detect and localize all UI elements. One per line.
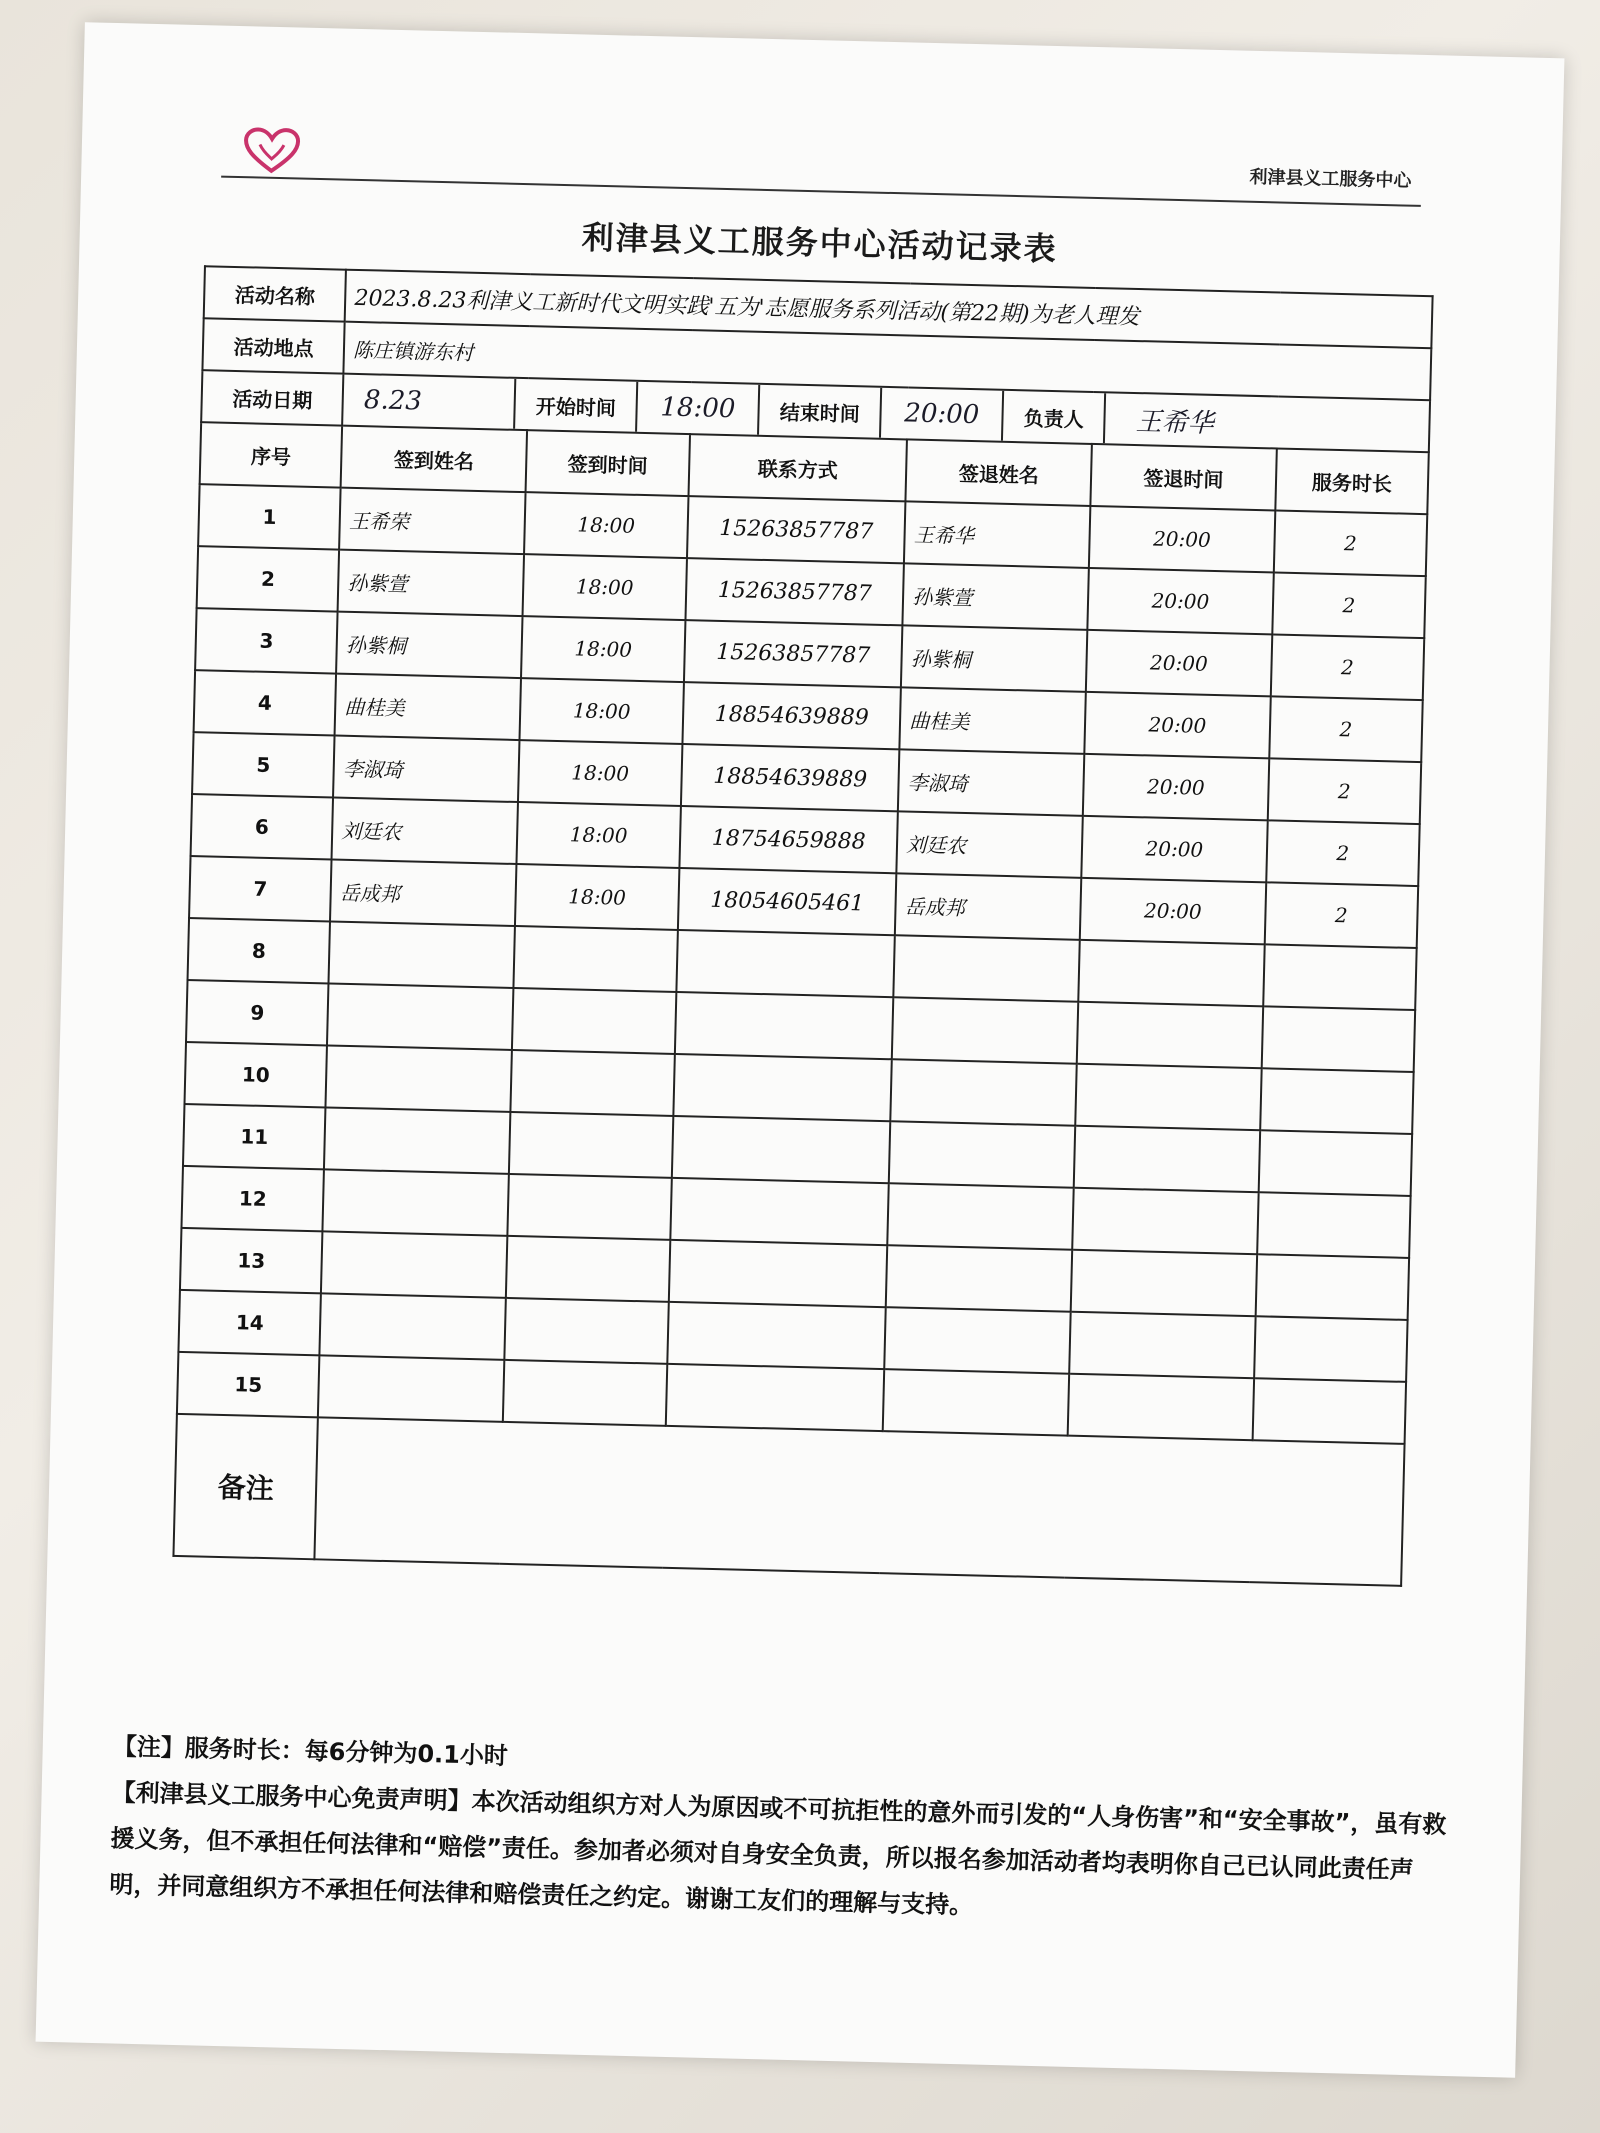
seq-cell: 7	[189, 856, 332, 921]
contact-cell	[673, 1054, 892, 1121]
service-hours-cell	[1261, 1006, 1415, 1072]
org-header: 利津县义工服务中心	[1249, 166, 1412, 192]
column-header: 服务时长	[1275, 448, 1429, 514]
date-label: 活动日期	[201, 370, 343, 425]
disclaimer: 【利津县义工服务中心免责声明】本次活动组织方对人为原因或不可抗拒性的意外而引发的“人身伤害”和“安全事故”，虽有救援义务，但不承担任何法律和“赔偿”责任。参加者必须对自身安全负责，所以报名参加活动者均表明你自己已认同此责任声明，并同意组织方不承担任何法律和赔偿责任之约定。谢谢工友们的理解与支持。	[109, 1778, 1447, 1920]
contact-cell: 18854639889	[682, 682, 901, 749]
sign-in-time-cell: 18:00	[522, 554, 686, 620]
sign-in-name-cell: 孙紫桐	[336, 612, 522, 678]
sign-out-name-cell	[891, 1059, 1077, 1125]
service-hours-cell	[1252, 1378, 1406, 1444]
sign-out-name-cell	[894, 935, 1080, 1001]
remark-label: 备注	[173, 1414, 318, 1559]
sign-out-name-cell	[892, 997, 1078, 1063]
sign-in-name-cell	[320, 1293, 506, 1359]
contact-cell	[676, 930, 895, 997]
contact-cell: 15263857787	[687, 496, 906, 563]
page-title: 利津县义工服务中心活动记录表	[581, 218, 1059, 269]
seq-cell: 8	[188, 918, 331, 983]
sign-out-name-cell: 王希华	[904, 501, 1090, 567]
service-hours-cell	[1263, 944, 1417, 1010]
sign-out-name-cell	[888, 1183, 1074, 1249]
sign-out-time-cell	[1072, 1188, 1258, 1254]
contact-cell	[670, 1178, 889, 1245]
service-hours-cell	[1258, 1130, 1412, 1196]
seq-cell: 2	[197, 546, 340, 611]
sign-in-time-cell: 18:00	[521, 616, 685, 682]
seq-cell: 6	[191, 794, 334, 859]
start-time-value: 18:00	[637, 382, 760, 435]
sign-out-time-cell	[1068, 1374, 1254, 1440]
sign-in-time-cell	[504, 1298, 668, 1364]
end-time-label: 结束时间	[759, 385, 882, 438]
column-header: 签到姓名	[341, 426, 527, 492]
sign-out-name-cell: 曲桂美	[900, 687, 1086, 753]
header-rule	[221, 176, 1421, 207]
sign-in-name-cell	[318, 1355, 504, 1421]
sign-in-name-cell	[323, 1169, 509, 1235]
heart-logo-icon	[241, 126, 302, 177]
activity-record-sheet	[36, 22, 1565, 2078]
sign-in-time-cell: 18:00	[524, 492, 688, 558]
seq-cell: 9	[186, 980, 329, 1045]
remark-row	[173, 1414, 1404, 1586]
sign-out-time-cell: 20:00	[1087, 568, 1273, 634]
sign-out-time-cell: 20:00	[1080, 878, 1266, 944]
sign-in-time-cell	[506, 1236, 670, 1302]
activity-name-label: 活动名称	[204, 266, 346, 321]
column-header: 签退姓名	[906, 439, 1092, 505]
sign-out-time-cell	[1069, 1312, 1255, 1378]
sign-out-time-cell: 20:00	[1083, 754, 1269, 820]
seq-cell: 4	[194, 670, 337, 735]
seq-cell: 3	[195, 608, 338, 673]
sign-in-name-cell: 刘廷农	[332, 798, 518, 864]
service-hours-cell: 2	[1274, 510, 1428, 576]
leader-label: 负责人	[1003, 391, 1106, 443]
sign-out-time-cell	[1074, 1126, 1260, 1192]
notes	[109, 1723, 1453, 1940]
leader-value: 王希华	[1135, 406, 1215, 439]
sign-in-name-cell: 孙紫萱	[338, 550, 524, 616]
contact-cell: 18754659888	[679, 806, 898, 873]
record-rows	[177, 484, 1427, 1444]
location-label: 活动地点	[202, 318, 344, 373]
seq-cell: 15	[177, 1352, 320, 1417]
sign-in-name-cell	[326, 1045, 512, 1111]
sign-out-time-cell: 20:00	[1081, 816, 1267, 882]
contact-cell	[672, 1116, 891, 1183]
sign-out-name-cell	[889, 1121, 1075, 1187]
sign-in-time-cell: 18:00	[519, 678, 683, 744]
sign-out-name-cell: 孙紫萱	[903, 563, 1089, 629]
service-hours-cell	[1260, 1068, 1414, 1134]
service-hours-cell: 2	[1267, 758, 1421, 824]
service-hours-cell: 2	[1264, 882, 1418, 948]
sign-in-name-cell: 李淑琦	[333, 736, 519, 802]
sign-in-time-cell	[513, 926, 677, 992]
sign-in-name-cell: 王希荣	[339, 488, 525, 554]
remark-value	[315, 1417, 1405, 1586]
column-header: 联系方式	[688, 434, 907, 501]
start-time-label: 开始时间	[515, 379, 638, 432]
seq-cell: 1	[198, 484, 341, 549]
column-header: 序号	[200, 422, 343, 487]
sign-in-name-cell	[321, 1231, 507, 1297]
sign-out-name-cell: 刘廷农	[897, 811, 1083, 877]
sign-out-name-cell	[883, 1369, 1069, 1435]
record-table	[172, 265, 1433, 1587]
sign-out-time-cell	[1075, 1064, 1261, 1130]
location-value: 陈庄镇游东村	[344, 322, 1432, 401]
service-hours-cell: 2	[1266, 820, 1420, 886]
seq-cell: 12	[181, 1166, 324, 1231]
contact-cell	[666, 1364, 885, 1431]
service-hours-note: 【注】服务时长：每6分钟为0.1小时	[112, 1732, 509, 1771]
sign-in-time-cell: 18:00	[515, 864, 679, 930]
contact-cell	[669, 1240, 888, 1307]
sign-in-time-cell: 18:00	[518, 740, 682, 806]
sign-out-name-cell: 孙紫桐	[901, 625, 1087, 691]
contact-cell: 15263857787	[684, 620, 903, 687]
sign-out-name-cell	[886, 1245, 1072, 1311]
contact-cell	[667, 1302, 886, 1369]
service-hours-cell: 2	[1269, 696, 1423, 762]
service-hours-cell	[1254, 1316, 1408, 1382]
column-header: 签退时间	[1090, 444, 1276, 510]
sign-out-time-cell	[1071, 1250, 1257, 1316]
contact-cell: 15263857787	[685, 558, 904, 625]
seq-cell: 13	[180, 1228, 323, 1293]
sign-out-time-cell	[1078, 940, 1264, 1006]
seq-cell: 5	[192, 732, 335, 797]
sign-in-time-cell	[512, 988, 676, 1054]
activity-name-value: 2023.8.23利津义工新时代文明实践'五为'志愿服务系列活动(第22期)为老人理发	[345, 270, 1433, 349]
seq-cell: 11	[183, 1104, 326, 1169]
sign-out-time-cell	[1077, 1002, 1263, 1068]
sign-out-name-cell	[885, 1307, 1071, 1373]
service-hours-cell: 2	[1272, 572, 1426, 638]
contact-cell: 18854639889	[681, 744, 900, 811]
sign-in-name-cell: 曲桂美	[335, 674, 521, 740]
column-header: 签到时间	[526, 430, 690, 496]
end-time-value: 20:00	[881, 388, 1004, 441]
sign-in-time-cell	[503, 1360, 667, 1426]
sign-out-time-cell: 20:00	[1084, 692, 1270, 758]
service-hours-cell	[1257, 1192, 1411, 1258]
date-value: 8.23	[343, 375, 516, 429]
service-hours-cell	[1255, 1254, 1409, 1320]
sign-in-time-cell	[509, 1112, 673, 1178]
contact-cell: 18054605461	[678, 868, 897, 935]
sign-in-time-cell	[507, 1174, 671, 1240]
service-hours-cell: 2	[1270, 634, 1424, 700]
sign-in-name-cell	[329, 921, 515, 987]
sign-in-name-cell	[327, 983, 513, 1049]
seq-cell: 10	[184, 1042, 327, 1107]
sign-in-name-cell: 岳成邦	[330, 860, 516, 926]
sign-out-name-cell: 岳成邦	[895, 873, 1081, 939]
sign-in-name-cell	[324, 1107, 510, 1173]
seq-cell: 14	[178, 1290, 321, 1355]
sign-in-time-cell: 18:00	[516, 802, 680, 868]
sign-out-name-cell: 李淑琦	[898, 749, 1084, 815]
sign-out-time-cell: 20:00	[1089, 506, 1275, 572]
sign-out-time-cell: 20:00	[1086, 630, 1272, 696]
contact-cell	[675, 992, 894, 1059]
sign-in-time-cell	[510, 1050, 674, 1116]
